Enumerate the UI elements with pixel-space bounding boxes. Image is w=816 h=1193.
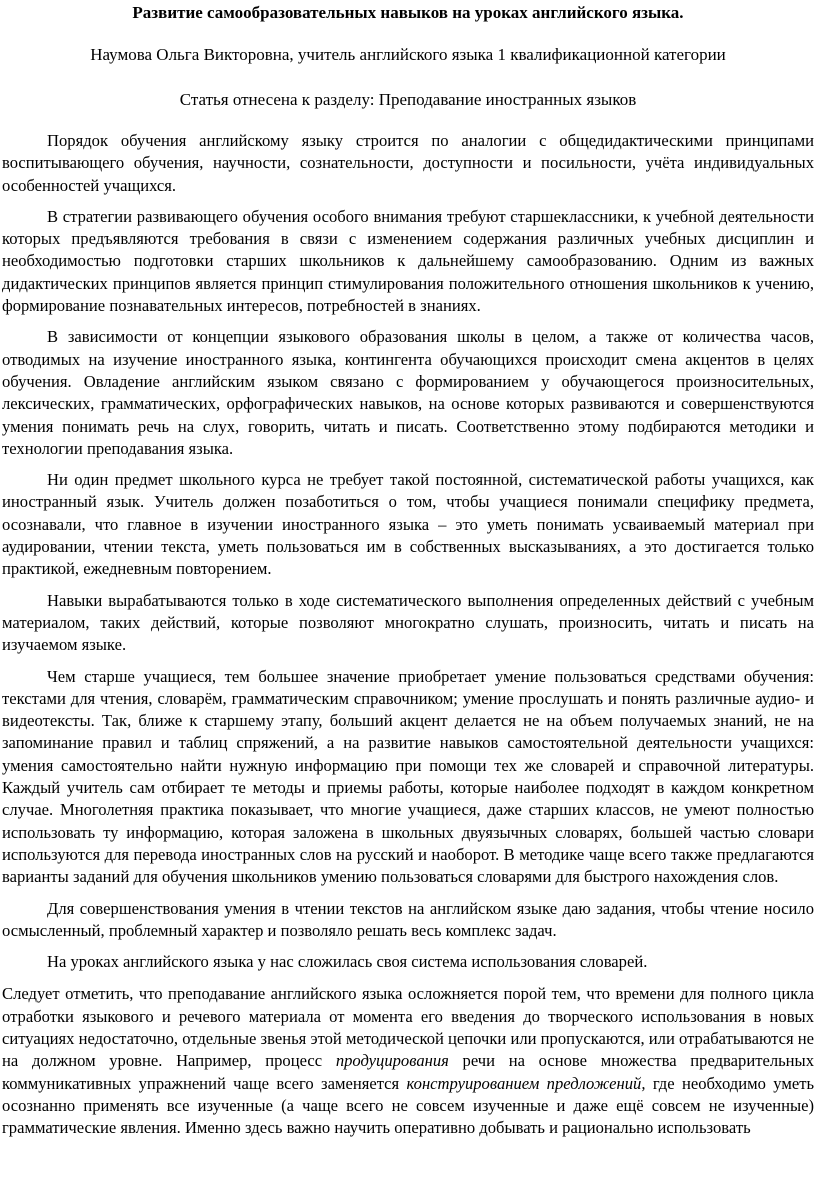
final-text-part: где необходимо уметь осознанно применять все изученные (а чаще всего не совсем изученные и даже ещё совсем не изученные) грамматические явления. Именно здесь важно научить оперативно добывать и рационально использовать (2, 1073, 815, 1138)
paragraph: В стратегии развивающего обучения особого внимания требуют старшеклассники, к учебной деятельности которых предъявляются требования в связи с изменением содержания различных учебных дисциплин и необходимостью подготовки старших школьников к дальнейшему самообразованию. Одним из важных дидактических принципов является принцип стимулирования положительного отношения школьников к учению, формирование познавательных интересов, потребностей в знаниях. (2, 206, 814, 316)
final-text-part: речи на основе множества предварительных коммуникативных упражнений чаще всего заменяется (2, 1051, 814, 1093)
final-text-part: Следует отметить, что преподавание английского языка осложняется порой тем, что времени для полного цикла отработки языкового и речевого материала от момента его введения до творческого использования в новых ситуациях недостаточно, отдельные звенья этой методической цепочки или пропускаются, или отрабатываются не на должном уровне. Например, процесс (2, 984, 814, 1071)
paragraph: В зависимости от концепции языкового образования школы в целом, а также от количества часов, отводимых на изучение иностранного языка, контингента обучающихся происходит смена акцентов в целях обучения. Овладение английским языком связано с формированием у обучающегося произносительных, лексических, грамматических, орфографических навыков, на основе которых развиваются и совершенствуются умения понимать речь на слух, говорить, читать и писать. Соответственно этому подбираются методики и технологии преподавания языка. (2, 327, 814, 458)
article-body (2, 130, 814, 1148)
italic-term: продуцирования (335, 1051, 449, 1071)
italic-term: конструированием предложений, (406, 1073, 646, 1093)
paragraph: На уроках английского языка у нас сложилась своя система использования словарей. (47, 952, 648, 972)
article-title: Развитие самообразовательных навыков на уроках английского языка. (132, 3, 684, 22)
paragraph: Навыки вырабатываются только в ходе систематического выполнения определенных действий с учебным материалом, таких действий, которые позволяют многократно слушать, произносить, читать и писать на изучаемом языке. (2, 590, 814, 655)
final-paragraph (2, 983, 814, 1139)
section-line: Статья отнесена к разделу: Преподавание иностранных языков (179, 90, 637, 109)
paragraph: Чем старше учащиеся, тем большее значение приобретает умение пользоваться средствами обучения: текстами для чтения, словарём, грамматическим справочником; умение прослушать и понять различные аудио- и видеотексты. Так, ближе к старшему этапу, больший акцент делается не на объем получаемых знаний, не на запоминание правил и таблиц спряжений, а на развитие навыков самостоятельной деятельности учащихся: умения самостоятельно найти нужную информацию при помощи тех же словарей и справочной литературы. Каждый учитель сам отбирает те методы и приемы работы, которые наиболее подходят в каждом конкретном случае. Многолетняя практика показывает, что многие учащиеся, даже старших классов, не умеют полностью использовать ту информацию, которая заложена в школьных двуязычных словарях, большей частью словари используются для перевода иностранных слов на русский и наоборот. В методике чаще всего также предлагаются варианты заданий для обучения школьников умению пользоваться словарями для быстрого нахождения слов. (2, 666, 814, 887)
paragraph: Ни один предмет школьного курса не требует такой постоянной, систематической работы учащихся, как иностранный язык. Учитель должен позаботиться о том, чтобы учащиеся понимали специфику предмета, осознавали, что главное в изучении иностранного языка – это уметь понимать усваиваемый материал при аудировании, чтении текста, уметь пользоваться им в собственных высказываниях, а это достигается только практикой, ежедневным повторением. (2, 470, 814, 579)
paragraph: Для совершенствования умения в чтении текстов на английском языке даю задания, чтобы чтение носило осмысленный, проблемный характер и позволяло решать весь комплекс задач. (2, 898, 814, 940)
paragraph: Порядок обучения английскому языку строится по аналогии с общедидактическими принципами воспитывающего обучения, научности, сознательности, доступности и посильности, учёта индивидуальных особенностей учащихся. (2, 131, 814, 195)
author-line: Наумова Ольга Викторовна, учитель английского языка 1 квалификационной категории (90, 45, 726, 64)
